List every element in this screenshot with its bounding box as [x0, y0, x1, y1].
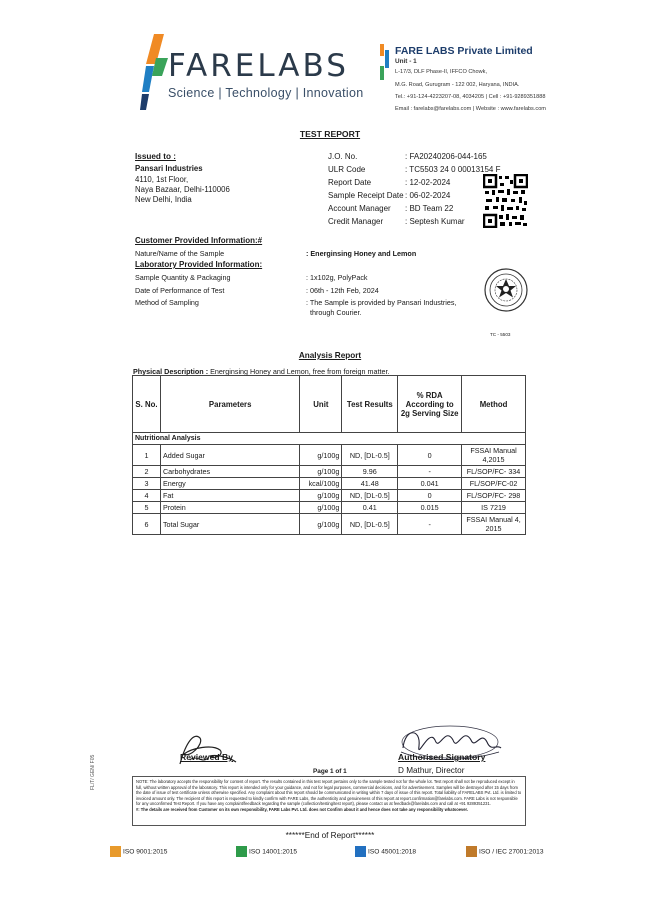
cell-result: ND, [DL-0.5]	[342, 490, 398, 502]
ulr-code-label: ULR Code	[328, 165, 366, 174]
sampling-method-value: : The Sample is provided by Pansari Industries,	[306, 298, 457, 307]
physical-description-label: Physical Description :	[133, 367, 209, 376]
table-row	[133, 502, 526, 514]
table-header-row	[133, 376, 526, 433]
cell-method: FL/SOP/FC- 334	[462, 466, 526, 478]
sample-receipt-label: Sample Receipt Date	[328, 191, 404, 200]
table-row	[133, 445, 526, 466]
cell-unit: g/100g	[300, 466, 342, 478]
account-manager-value: : BD Team 22	[405, 204, 454, 213]
physical-description-value: Energinsing Honey and Lemon, free from foreign matter.	[208, 367, 390, 376]
cell-param: Protein	[160, 502, 299, 514]
report-date-value: : 12-02-2024	[405, 178, 451, 187]
lab-info-heading: Laboratory Provided Information:	[135, 260, 263, 269]
iso-badge	[466, 846, 544, 857]
cell-param: Added Sugar	[160, 445, 299, 466]
disclaimer-note	[132, 776, 526, 826]
company-address-line: M.G. Road, Gurugram - 122 002, Haryana, INDIA.	[395, 82, 520, 88]
director-signature-icon	[395, 718, 505, 773]
cell-sno: 6	[133, 514, 161, 535]
credit-manager-value: : Septesh Kumar	[405, 217, 465, 226]
iso-14001-label: ISO 14001:2015	[249, 848, 298, 856]
table-row	[133, 478, 526, 490]
iso-27001-label: ISO / IEC 27001:2013	[479, 848, 544, 856]
customer-address-line: Naya Bazaar, Delhi-110006	[135, 185, 230, 194]
analysis-report-title: Analysis Report	[298, 351, 362, 360]
jo-no-label: J.O. No.	[328, 152, 358, 161]
reviewed-by-label: Reviewed By	[180, 752, 234, 762]
cell-method: IS 7219	[462, 502, 526, 514]
report-title: TEST REPORT	[299, 129, 361, 139]
iso-9001-icon	[110, 846, 121, 857]
col-header-method: Method	[462, 376, 526, 433]
test-date-value: : 06th - 12th Feb, 2024	[306, 286, 379, 295]
cell-unit: g/100g	[300, 490, 342, 502]
cell-method: FSSAI Manual 4,2015	[462, 445, 526, 466]
col-header-sno: S. No.	[133, 376, 161, 433]
company-color-bars	[380, 44, 390, 116]
cell-rda: -	[398, 514, 462, 535]
page-number: Page 1 of 1	[313, 768, 347, 775]
cell-result: ND, [DL-0.5]	[342, 445, 398, 466]
disclaimer-text: NOTE: The laboratory accepts the responsibility for content of report. The results contained in this test report pertains only to the sample tested not for the whole lot. Test report shall not be reproduced except in full, without written approval of the laboratory. This report is intended only for your guidance, and not for legal purposes, commercial decisions, and for advertisement. Samples will be destroyed after 15 days from the date of issue of test certificate unless otherwise specified. Any complaint about this report should be communicated in writing within 7 days of issue of this report. Total liability of FARELABS Pvt. Ltd. is limited to invoiced amount only. The recipient of this report is requested to kindly confirm with FARE Labs, the authenticity and genuineness of this report at report.confirmation@farelabs.com. FARE Labs is not responsible for any unconfirmed Test Report. If you have any complaint/feedback regarding the sample (collection/testing/test report), please contact us at feedback@farelabs.com and call at +91 9289351231.	[136, 779, 522, 806]
sample-receipt-value: : 06-02-2024	[405, 191, 451, 200]
iso-badge	[110, 846, 167, 857]
company-unit: Unit - 1	[395, 58, 417, 65]
iso-14001-icon	[236, 846, 247, 857]
customer-name: Pansari Industries	[135, 164, 203, 173]
iso-badge	[355, 846, 416, 857]
col-header-unit: Unit	[300, 376, 342, 433]
director-name: D Mathur, Director	[398, 766, 465, 775]
customer-address-line: New Delhi, India	[135, 195, 192, 204]
cell-rda: 0	[398, 490, 462, 502]
cell-result: 9.96	[342, 466, 398, 478]
reviewer-signature-icon	[172, 724, 242, 774]
customer-address-line: 4110, 1st Floor,	[135, 175, 189, 184]
jo-no-value: : FA20240206-044-165	[405, 152, 487, 161]
cell-rda: 0.041	[398, 478, 462, 490]
sample-name-label: Nature/Name of the Sample	[135, 249, 225, 258]
cell-sno: 3	[133, 478, 161, 490]
company-address-line: L-17/3, DLF Phase-II, IFFCO Chowk,	[395, 69, 488, 75]
cell-sno: 2	[133, 466, 161, 478]
col-header-parameters: Parameters	[160, 376, 299, 433]
issued-to-heading: Issued to :	[135, 152, 176, 161]
logo-wordmark: FARELABS	[168, 48, 349, 84]
accreditation-seal-icon	[483, 266, 529, 330]
sample-name-value: : Energinsing Honey and Lemon	[306, 249, 417, 258]
iso-45001-label: ISO 45001:2018	[368, 848, 417, 856]
account-manager-label: Account Manager	[328, 204, 391, 213]
cell-unit: g/100g	[300, 502, 342, 514]
cell-unit: g/100g	[300, 514, 342, 535]
farelabs-logo-icon	[140, 30, 170, 115]
table-row	[133, 466, 526, 478]
cell-method: FL/SOP/FC-02	[462, 478, 526, 490]
cell-sno: 1	[133, 445, 161, 466]
sample-quantity-value: : 1x102g, PolyPack	[306, 273, 368, 282]
authorised-signatory-label: Authorised Signatory	[398, 752, 486, 762]
company-email-line: Email : farelabs@farelabs.com | Website : www.farelabs.com	[395, 106, 546, 112]
report-date-label: Report Date	[328, 178, 372, 187]
cell-sno: 5	[133, 502, 161, 514]
cell-sno: 4	[133, 490, 161, 502]
cell-result: 41.48	[342, 478, 398, 490]
cell-method: FSSAI Manual 4, 2015	[462, 514, 526, 535]
test-date-label: Date of Performance of Test	[135, 286, 225, 295]
cell-unit: kcal/100g	[300, 478, 342, 490]
table-group-row	[133, 433, 526, 445]
seal-code: TC - 5503	[490, 332, 511, 337]
end-of-report: ******End of Report******	[285, 831, 375, 840]
logo-tagline: Science | Technology | Innovation	[168, 86, 364, 100]
sampling-method-label: Method of Sampling	[135, 298, 199, 307]
cell-result: ND, [DL-0.5]	[342, 514, 398, 535]
qr-code-icon	[483, 174, 528, 228]
cell-rda: 0	[398, 445, 462, 466]
cell-rda: -	[398, 466, 462, 478]
iso-badge	[236, 846, 297, 857]
analysis-table	[132, 375, 526, 535]
iso-27001-icon	[466, 846, 477, 857]
cell-param: Fat	[160, 490, 299, 502]
table-row	[133, 490, 526, 502]
ulr-code-value: : TC5503 24 0 00013154 F	[405, 165, 501, 174]
col-header-rda: % RDA According to 2g Serving Size	[398, 376, 462, 433]
cell-param: Carbohydrates	[160, 466, 299, 478]
company-name: FARE LABS Private Limited	[395, 45, 533, 57]
cell-rda: 0.015	[398, 502, 462, 514]
disclaimer-customer-note: #: The details are received from Customer on its own responsibility, FARE Labs Pvt. Ltd. does not Confirm about it and hence does not take any responsibility whatsoever.	[136, 806, 469, 812]
table-row	[133, 514, 526, 535]
col-header-results: Test Results	[342, 376, 398, 433]
cell-method: FL/SOP/FC- 298	[462, 490, 526, 502]
sample-quantity-label: Sample Quantity & Packaging	[135, 273, 231, 282]
form-code: FL/T/ GEN/ F05	[90, 754, 96, 790]
cell-param: Total Sugar	[160, 514, 299, 535]
iso-45001-icon	[355, 846, 366, 857]
customer-info-heading: Customer Provided Information:#	[135, 236, 263, 245]
company-phone-line: Tel.: +91-124-4223207-08, 4034205 | Cell : +91-9289351888	[395, 94, 546, 100]
cell-param: Energy	[160, 478, 299, 490]
sampling-method-value-line2: through Courier.	[310, 308, 362, 317]
iso-9001-label: ISO 9001:2015	[123, 848, 168, 856]
cell-unit: g/100g	[300, 445, 342, 466]
cell-result: 0.41	[342, 502, 398, 514]
credit-manager-label: Credit Manager	[328, 217, 384, 226]
group-nutritional-analysis: Nutritional Analysis	[133, 433, 526, 445]
